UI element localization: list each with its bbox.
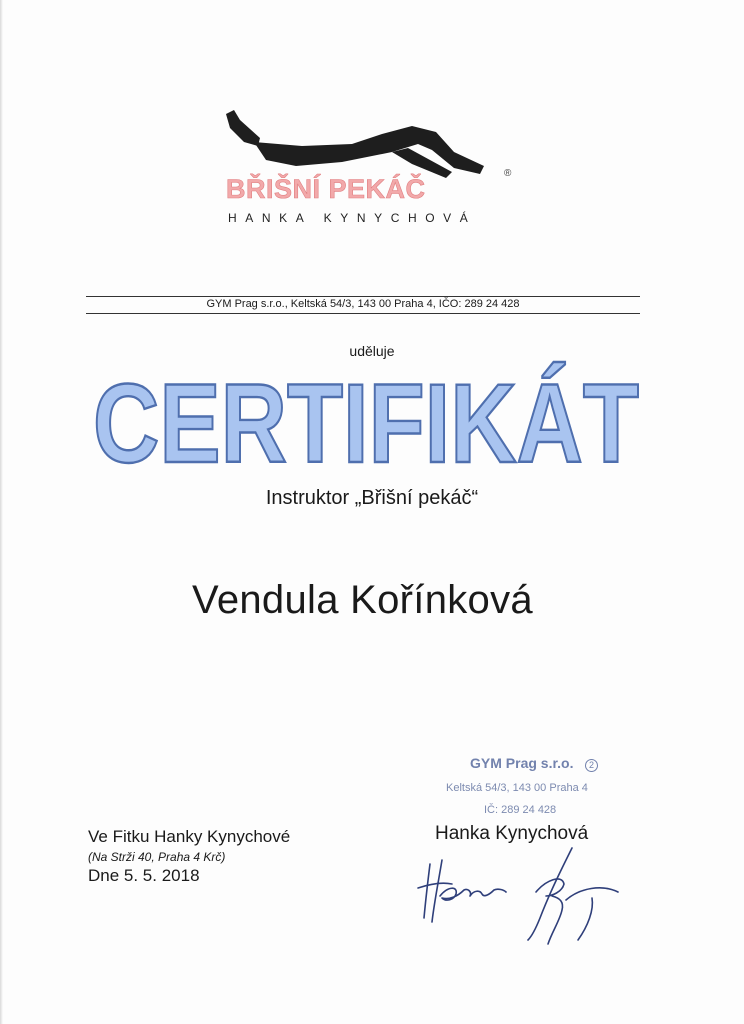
place-address: (Na Strži 40, Praha 4 Krč) [88,850,226,864]
company-line: GYM Prag s.r.o., Keltská 54/3, 143 00 Praha 4, IČO: 289 24 428 [206,298,520,310]
logo-subtitle: HANKA KYNYCHOVÁ [228,211,477,225]
awards-text: uděluje [349,343,395,359]
registered-mark: ® [504,168,512,179]
place-text: Ve Fitku Hanky Kynychové [88,827,291,846]
recipient-name: Vendula Kořínková [192,578,533,622]
issue-date: Dne 5. 5. 2018 [88,866,200,885]
stamp-company: GYM Prag s.r.o. [470,755,574,771]
stamp-badge: 2 [585,759,598,772]
instructor-role: Instruktor „Břišní pekáč“ [265,487,479,509]
handwritten-signature [412,840,632,950]
signer-name: Hanka Kynychová [435,823,589,844]
logo-title: BŘIŠNÍ PEKÁČ [226,174,426,204]
scan-edge [0,0,3,1024]
company-line-bottom-rule [86,313,640,314]
brand-logo [222,108,522,228]
certificate-headline [88,361,648,486]
reclining-figure-logo-icon [222,108,522,183]
company-line-top-rule [86,296,640,297]
stamp-address: Keltská 54/3, 143 00 Praha 4 [446,782,588,794]
headline-text: CERTIFIKÁT [93,361,639,486]
stamp-id: IČ: 289 24 428 [484,804,557,816]
